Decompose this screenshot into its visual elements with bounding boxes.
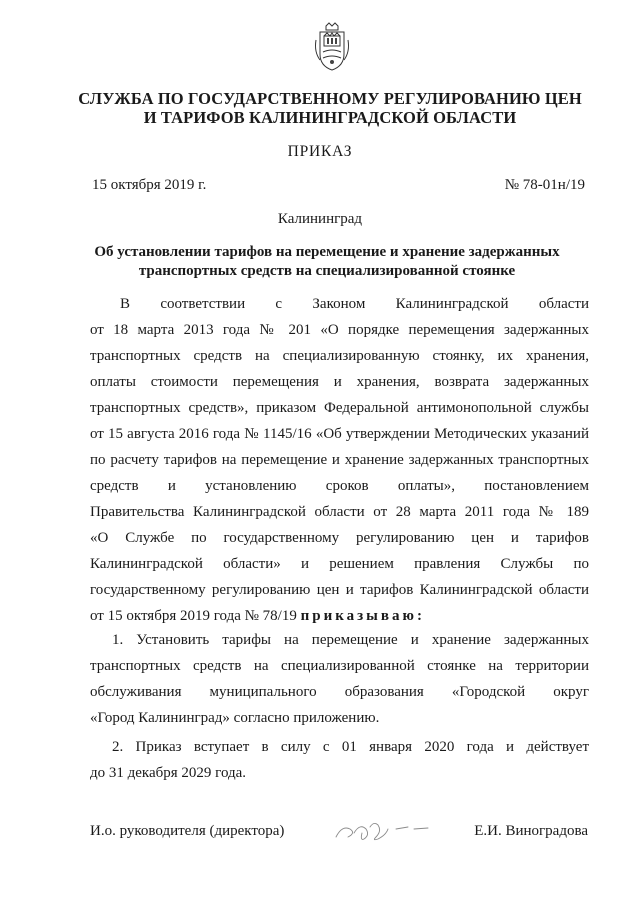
signatory-name: Е.И. Виноградова — [474, 823, 588, 839]
body-line: государственному регулированию цен и тарифов Калининградской области — [90, 582, 589, 598]
order-item-line: «Город Калининград» согласно приложению. — [90, 710, 380, 726]
order-item-line: до 31 декабря 2029 года. — [90, 765, 247, 781]
subject-line: транспортных средств на специализированной стоянке — [138, 263, 516, 279]
order-item-line: обслуживания муниципального образования «Городской округ — [90, 684, 589, 700]
organization-name-line2: И ТАРИФОВ КАЛИНИНГРАДСКОЙ ОБЛАСТИ — [143, 108, 517, 127]
order-item-line: транспортных средств на специализированной стоянке на территории — [90, 658, 589, 674]
order-item-line: 1. Установить тарифы на перемещение и хранение задержанных — [112, 632, 589, 648]
order-date: 15 октября 2019 г. — [92, 177, 207, 193]
body-line: средств и установлению сроков оплаты», постановлением — [90, 478, 589, 494]
order-number: № 78-01н/19 — [504, 177, 585, 193]
organization-name-line1: СЛУЖБА ПО ГОСУДАРСТВЕННОМУ РЕГУЛИРОВАНИЮ ЦЕН — [78, 89, 582, 108]
body-line-prefix: от 15 октября 2019 года № 78/19 — [90, 608, 301, 624]
body-line: «О Службе по государственному регулированию цен и тарифов — [90, 530, 589, 546]
body-line: от 15 августа 2016 года № 1145/16 «Об утверждении Методических указаний — [90, 426, 589, 442]
body-line: Калининградской области» и решением правления Службы по — [90, 556, 589, 572]
document-type-title: ПРИКАЗ — [287, 143, 353, 160]
body-line: оплаты стоимости перемещения и хранения, возврата задержанных — [90, 374, 589, 390]
order-city: Калининград — [277, 211, 363, 227]
body-line: Правительства Калининградской области от 28 марта 2011 года № 189 — [90, 504, 589, 520]
coat-of-arms-icon — [312, 22, 352, 72]
subject-line: Об установлении тарифов на перемещение и хранение задержанных — [94, 244, 560, 260]
body-line — [90, 606, 589, 626]
body-line: транспортных средств», приказом Федеральной антимонопольной службы — [90, 400, 589, 416]
body-line: по расчету тарифов на перемещение и хранение задержанных транспортных — [90, 452, 589, 468]
body-line: от 18 марта 2013 года № 201 «О порядке перемещения задержанных — [90, 322, 589, 338]
body-line: В соответствии с Законом Калининградской области — [120, 296, 589, 312]
order-item-line: 2. Приказ вступает в силу с 01 января 2020 года и действует — [112, 739, 589, 755]
signatory-role: И.о. руководителя (директора) — [90, 823, 285, 839]
handwritten-signature-icon — [330, 815, 440, 845]
order-action-word: приказываю: — [300, 608, 425, 624]
body-line: транспортных средств на специализированную стоянку, их хранения, — [90, 348, 589, 364]
